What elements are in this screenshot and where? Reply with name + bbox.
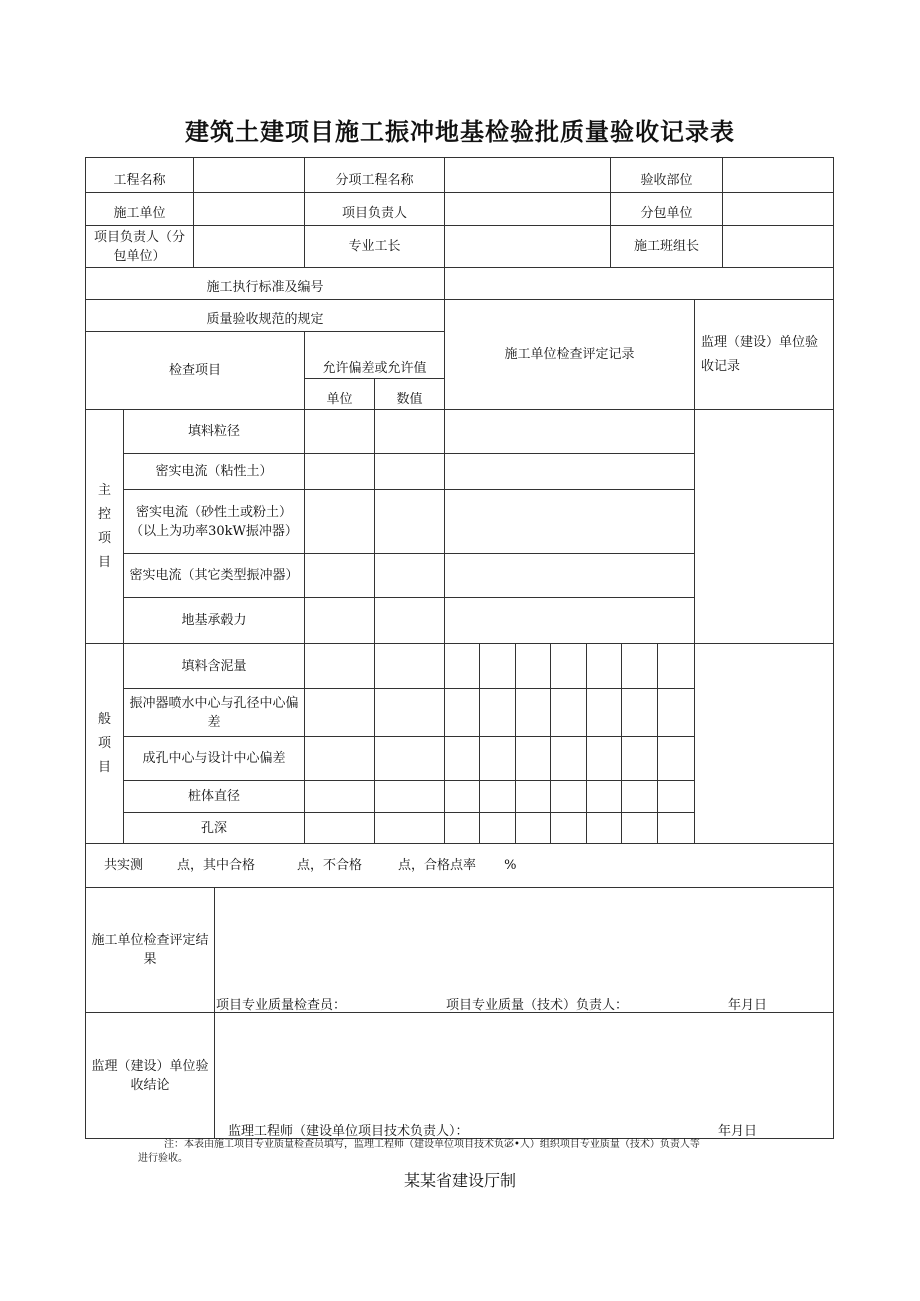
- field-sub-project-name[interactable]: [444, 157, 611, 193]
- field-foreman[interactable]: [444, 225, 611, 268]
- label-project-leader: 项目负责人: [304, 192, 445, 226]
- general-point-cell[interactable]: [479, 812, 516, 844]
- general-point-cell[interactable]: [479, 736, 516, 781]
- general-point-cell[interactable]: [479, 643, 516, 689]
- label-project-leader-sub: 项目负责人（分包单位）: [85, 225, 194, 268]
- general-point-cell[interactable]: [479, 780, 516, 813]
- general-point-cell[interactable]: [550, 643, 587, 689]
- general-point-cell[interactable]: [444, 812, 480, 844]
- field-construction-unit[interactable]: [193, 192, 305, 226]
- general-point-cell[interactable]: [586, 780, 622, 813]
- note-line-1: 注：本表由施工项目专业质量检查员填写，监理工程师（建设单位项目技术负宓•人）组织项目专业质量（技术）负责人等: [164, 1139, 700, 1150]
- issuer-footer: 某某省建设厅制: [403, 1171, 516, 1190]
- main-item-record-cell[interactable]: [444, 453, 695, 490]
- general-point-cell[interactable]: [515, 736, 551, 781]
- general-char: 般: [97, 711, 111, 727]
- main-item-current-other: 密实电流（其它类型振冲器）: [123, 553, 305, 598]
- general-point-cell[interactable]: [621, 812, 658, 844]
- general-supervision-cell[interactable]: [694, 643, 834, 844]
- general-point-cell[interactable]: [444, 736, 480, 781]
- label-project-name: 工程名称: [85, 157, 194, 193]
- general-label: [85, 643, 124, 844]
- general-point-cell[interactable]: [479, 688, 516, 737]
- general-point-cell[interactable]: [515, 780, 551, 813]
- label-spec: 质量验收规范的规定: [85, 299, 445, 332]
- general-value-cell[interactable]: [374, 736, 445, 781]
- general-point-cell[interactable]: [657, 780, 695, 813]
- general-char: 目: [97, 759, 111, 775]
- general-point-cell[interactable]: [550, 812, 587, 844]
- general-point-cell[interactable]: [621, 643, 658, 689]
- general-unit-cell[interactable]: [304, 780, 375, 813]
- main-item-fill-size: 填料粒径: [123, 409, 305, 454]
- general-char: 项: [97, 735, 111, 751]
- summary-fail: 点，不合格: [297, 858, 363, 873]
- general-point-cell[interactable]: [444, 688, 480, 737]
- general-point-cell[interactable]: [444, 780, 480, 813]
- main-item-unit-cell[interactable]: [304, 409, 375, 454]
- main-item-unit-cell[interactable]: [304, 453, 375, 490]
- general-item-mud-content: 填料含泥量: [123, 643, 305, 689]
- general-value-cell[interactable]: [374, 812, 445, 844]
- general-point-cell[interactable]: [621, 688, 658, 737]
- main-supervision-cell[interactable]: [694, 409, 834, 644]
- main-item-bearing-capacity: 地基承毂力: [123, 597, 305, 644]
- main-item-unit-cell[interactable]: [304, 597, 375, 644]
- main-item-record-cell[interactable]: [444, 489, 695, 554]
- general-point-cell[interactable]: [515, 643, 551, 689]
- main-item-record-cell[interactable]: [444, 553, 695, 598]
- field-project-leader-sub[interactable]: [193, 225, 305, 268]
- field-team-leader[interactable]: [722, 225, 834, 268]
- label-sub-project-name: 分项工程名称: [304, 157, 445, 193]
- general-unit-cell[interactable]: [304, 643, 375, 689]
- main-item-current-sand: 密实电流（砂性土或粉土）（以上为功率30kW振冲器）: [123, 489, 305, 554]
- main-control-char: 控: [97, 506, 111, 522]
- general-item-pile-diameter: 桩体直径: [123, 780, 305, 813]
- label-team-leader: 施工班组长: [610, 225, 723, 268]
- main-item-value-cell[interactable]: [374, 409, 445, 454]
- label-allowance: 允许偏差或允许值: [304, 331, 445, 379]
- label-subcontract-unit: 分包单位: [610, 192, 723, 226]
- general-value-cell[interactable]: [374, 643, 445, 689]
- general-value-cell[interactable]: [374, 780, 445, 813]
- summary-percent: %: [504, 858, 517, 873]
- general-point-cell[interactable]: [515, 812, 551, 844]
- supervision-engineer-label: 监理工程师（建设单位项目技术负责人）：: [228, 1124, 469, 1139]
- label-value: 数值: [374, 378, 445, 410]
- supervision-date-label: 年月日: [718, 1124, 758, 1139]
- general-point-cell[interactable]: [621, 736, 658, 781]
- main-item-value-cell[interactable]: [374, 597, 445, 644]
- field-project-leader[interactable]: [444, 192, 611, 226]
- label-standard: 施工执行标准及编号: [85, 267, 445, 300]
- main-control-label: [85, 409, 124, 644]
- main-control-char: 项: [97, 530, 111, 546]
- label-check-item: 检查项目: [85, 331, 305, 410]
- summary-pass: 点，其中合格: [177, 858, 256, 873]
- label-acceptance-part: 验收部位: [610, 157, 723, 193]
- label-supervision-record: 监理（建设）单位验收记录: [694, 299, 834, 410]
- main-control-char: 目: [97, 554, 111, 570]
- label-construction-record: 施工单位检查评定记录: [444, 299, 695, 410]
- main-item-record-cell[interactable]: [444, 597, 695, 644]
- general-point-cell[interactable]: [657, 812, 695, 844]
- label-construction-result: 施工单位检查评定结果: [85, 887, 215, 1013]
- field-acceptance-part[interactable]: [722, 157, 834, 193]
- main-item-record-cell[interactable]: [444, 409, 695, 454]
- general-point-cell[interactable]: [444, 643, 480, 689]
- general-value-cell[interactable]: [374, 688, 445, 737]
- main-item-current-clay: 密实电流（粘性土）: [123, 453, 305, 490]
- general-item-nozzle-offset: 振冲器喷水中心与孔径中心偏差: [123, 688, 305, 737]
- general-point-cell[interactable]: [621, 780, 658, 813]
- summary-rate: 点，合格点率: [398, 858, 477, 873]
- general-point-cell[interactable]: [586, 812, 622, 844]
- summary-total: 共实测: [104, 858, 144, 873]
- label-construction-unit: 施工单位: [85, 192, 194, 226]
- construction-leader-label: 项目专业质量（技术）负责人：: [446, 998, 629, 1013]
- general-point-cell[interactable]: [550, 780, 587, 813]
- general-point-cell[interactable]: [515, 688, 551, 737]
- general-unit-cell[interactable]: [304, 688, 375, 737]
- main-control-char: 主: [97, 482, 111, 498]
- main-item-value-cell[interactable]: [374, 453, 445, 490]
- general-point-cell[interactable]: [657, 643, 695, 689]
- general-point-cell[interactable]: [586, 736, 622, 781]
- general-point-cell[interactable]: [550, 688, 587, 737]
- field-project-name[interactable]: [193, 157, 305, 193]
- field-standard[interactable]: [444, 267, 834, 300]
- note-line-2: 进行验收。: [138, 1153, 188, 1164]
- label-supervision-conclusion: 监理（建设）单位验收结论: [85, 1012, 215, 1139]
- main-item-value-cell[interactable]: [374, 489, 445, 554]
- label-foreman: 专业工长: [304, 225, 445, 268]
- field-subcontract-unit[interactable]: [722, 192, 834, 226]
- general-point-cell[interactable]: [586, 688, 622, 737]
- form-note: [138, 1138, 758, 1166]
- main-item-value-cell[interactable]: [374, 553, 445, 598]
- construction-inspector-label: 项目专业质量检查员：: [216, 998, 347, 1013]
- main-item-unit-cell[interactable]: [304, 553, 375, 598]
- general-unit-cell[interactable]: [304, 736, 375, 781]
- page-title: 建筑土建项目施工振冲地基检验批质量验收记录表: [185, 118, 735, 146]
- label-unit: 单位: [304, 378, 375, 410]
- general-unit-cell[interactable]: [304, 812, 375, 844]
- general-point-cell[interactable]: [586, 643, 622, 689]
- general-point-cell[interactable]: [657, 736, 695, 781]
- general-item-hole-offset: 成孔中心与设计中心偏差: [123, 736, 305, 781]
- main-item-unit-cell[interactable]: [304, 489, 375, 554]
- general-item-hole-depth: 孔深: [123, 812, 305, 844]
- construction-date-label: 年月日: [728, 998, 768, 1013]
- summary-row: [85, 843, 834, 888]
- general-point-cell[interactable]: [657, 688, 695, 737]
- general-point-cell[interactable]: [550, 736, 587, 781]
